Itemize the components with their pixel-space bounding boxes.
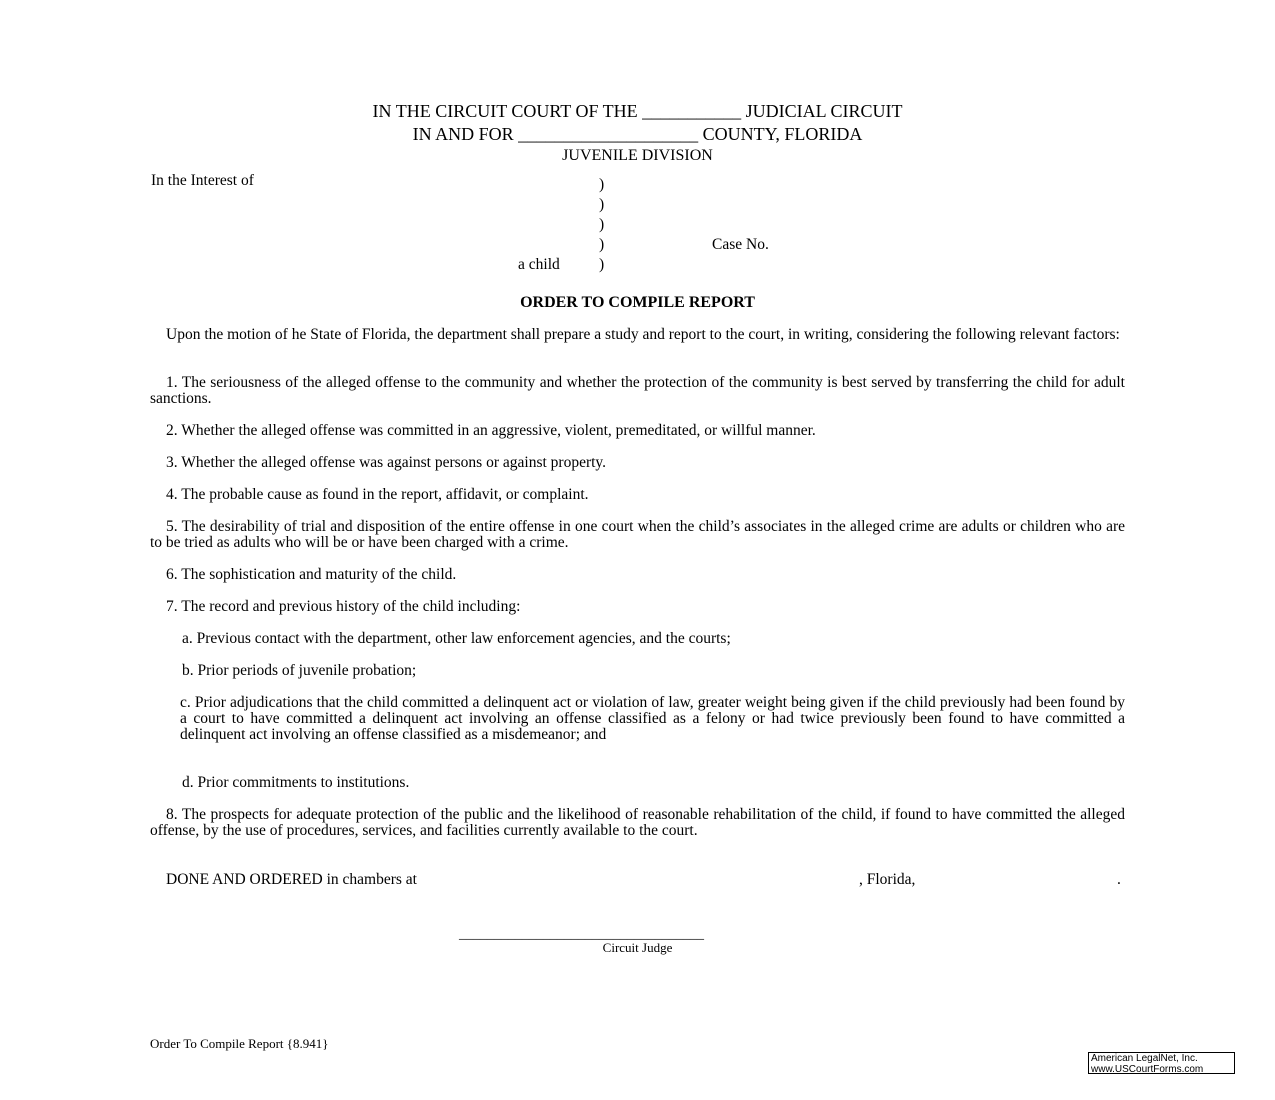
caption-paren: ): [599, 196, 605, 213]
done-and-ordered-label: DONE AND ORDERED in chambers at: [166, 871, 417, 888]
publisher-stamp: [1088, 1052, 1235, 1074]
caption-paren: ): [599, 256, 605, 273]
signature-line: ___________________________________: [459, 927, 704, 942]
caption-paren: ): [599, 176, 605, 193]
factor-item: 6. The sophistication and maturity of the child.: [166, 566, 457, 583]
intro-paragraph: Upon the motion of he State of Florida, the department shall prepare a study and report to the court, in writing, considering the following relevant factors:: [166, 326, 1120, 343]
caption-paren: ): [599, 216, 605, 233]
subfactor-item: b. Prior periods of juvenile probation;: [182, 662, 417, 679]
factor-item: 7. The record and previous history of the child including:: [166, 598, 521, 615]
factor-item: 8. The prospects for adequate protection of the public and the likelihood of reasonable rehabilitation of the child, if found to have committed the alleged offense, by the use of procedures, services, and facilities currently available to the court.: [150, 806, 1125, 839]
factor-item: 5. The desirability of trial and disposition of the entire offense in one court when the child’s associates in the alleged crime are adults or children who are to be tried as adults who will be or have been charged with a crime.: [150, 518, 1125, 551]
subfactor-item: a. Previous contact with the department, other law enforcement agencies, and the courts;: [182, 630, 731, 647]
factor-item: 2. Whether the alleged offense was committed in an aggressive, violent, premeditated, or willful manner.: [166, 422, 816, 439]
circuit-judge-label: Circuit Judge: [602, 940, 673, 955]
court-header-line2: IN AND FOR ____________________ COUNTY, FLORIDA: [412, 124, 863, 144]
factor-item: 4. The probable cause as found in the report, affidavit, or complaint.: [166, 486, 589, 503]
court-header-division: JUVENILE DIVISION: [562, 147, 713, 164]
case-no-label: Case No.: [712, 236, 769, 253]
in-interest-label: In the Interest of: [151, 172, 254, 189]
florida-label: , Florida,: [859, 871, 916, 888]
publisher-name: American LegalNet, Inc.: [1091, 1053, 1198, 1064]
a-child-label: a child: [518, 256, 560, 273]
closing-period: .: [1117, 871, 1121, 888]
caption-paren: ): [599, 236, 605, 253]
publisher-url[interactable]: www.USCourtForms.com: [1091, 1063, 1204, 1075]
form-name-footer: Order To Compile Report {8.941}: [150, 1036, 329, 1051]
court-header-line1: IN THE CIRCUIT COURT OF THE ___________ JUDICIAL CIRCUIT: [372, 101, 903, 121]
factor-item: 1. The seriousness of the alleged offense to the community and whether the protection of the community is best served by transferring the child for adult sanctions.: [150, 374, 1125, 407]
order-title: ORDER TO COMPILE REPORT: [520, 294, 755, 311]
subfactor-item: d. Prior commitments to institutions.: [182, 774, 410, 791]
subfactor-item: c. Prior adjudications that the child committed a delinquent act or violation of law, greater weight being given if the child previously had been found by a court to have committed a delinquent act involving an offense classified as a felony or had twice previously been found to have committed a delinquent act involving an offense classified as a misdemeanor; and: [180, 694, 1125, 743]
factor-item: 3. Whether the alleged offense was against persons or against property.: [166, 454, 607, 471]
